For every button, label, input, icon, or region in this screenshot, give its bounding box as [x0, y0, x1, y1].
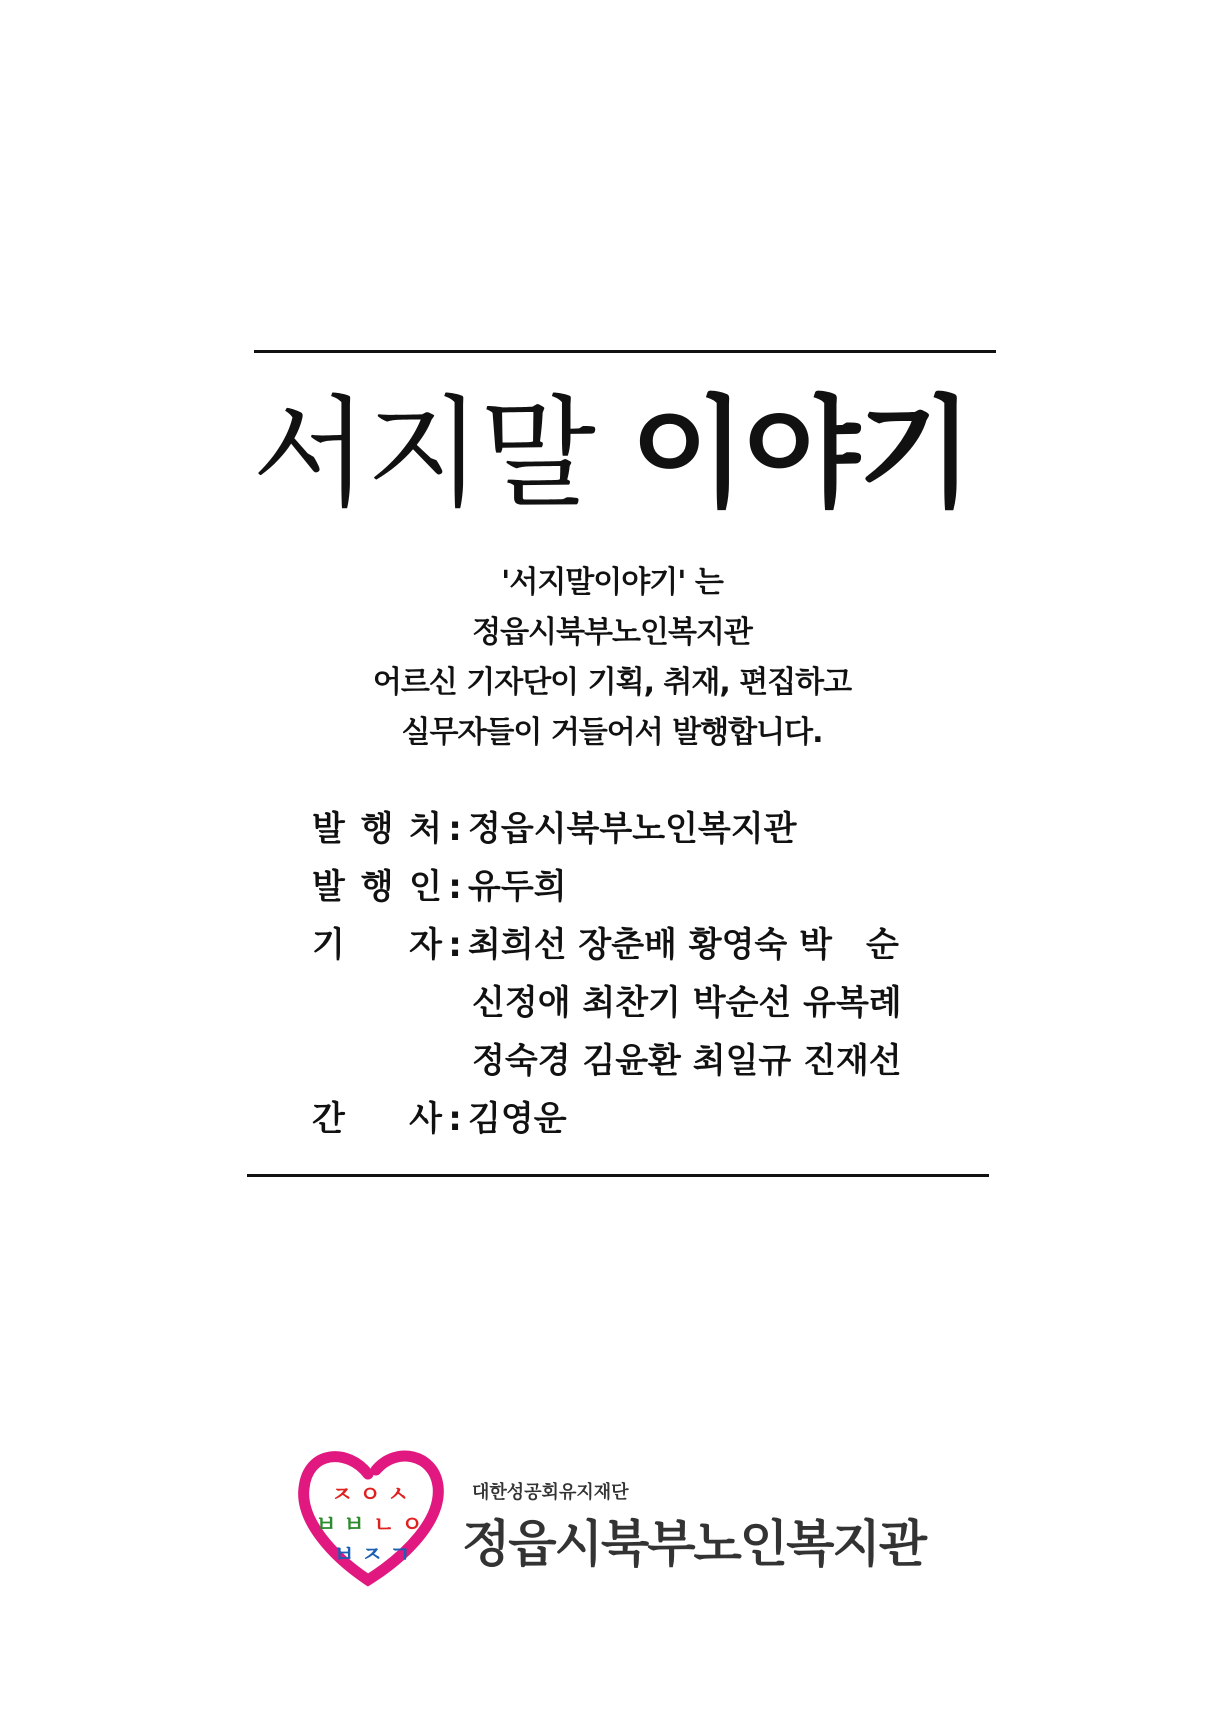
mark-letter: ㅈ	[331, 1483, 353, 1508]
credit-colon: :	[448, 867, 462, 907]
credit-colon: :	[448, 1099, 462, 1139]
foundation-name: 대한성공회유지재단	[472, 1482, 629, 1503]
credit-value: 정읍시북부노인복지관	[468, 809, 797, 849]
credit-value: 신정애 최찬기 박순선 유복례	[472, 983, 902, 1023]
org-name: 정읍시북부노인복지관	[462, 1515, 925, 1573]
title-light: 서지말	[252, 385, 594, 524]
intro-line: '서지말이야기' 는	[501, 565, 723, 600]
credit-label: 기 자	[312, 925, 442, 965]
credit-colon: :	[448, 809, 462, 849]
title-bold: 이야기	[630, 385, 972, 524]
credit-reporters-cont	[312, 974, 902, 1032]
mark-letter: ㅅ	[387, 1483, 409, 1508]
credit-secretary	[312, 1090, 902, 1148]
credit-value: 유두희	[468, 867, 567, 907]
credit-value: 정숙경 김윤환 최일규 진재선	[472, 1041, 902, 1081]
credit-publisher	[312, 800, 902, 858]
credit-reporters-cont	[312, 1032, 902, 1090]
credit-label: 발 행 처	[312, 809, 442, 849]
mark-letter: ㅂ	[333, 1543, 355, 1568]
credit-issuer	[312, 858, 902, 916]
bottom-divider	[247, 1174, 989, 1177]
top-divider	[254, 350, 996, 353]
mark-letter: ㅂ	[315, 1513, 337, 1538]
intro-text	[0, 558, 1224, 758]
credit-value: 최희선 장춘배 황영숙 박 순	[468, 925, 899, 965]
mark-letter: ㅈ	[361, 1543, 383, 1568]
intro-line: 실무자들이 거들어서 발행합니다.	[401, 715, 823, 750]
mark-letter: ㄴ	[373, 1513, 395, 1538]
credit-reporters	[312, 916, 902, 974]
intro-line: 정읍시북부노인복지관	[472, 615, 752, 650]
credit-value: 김영운	[468, 1099, 567, 1139]
heart-logo-icon	[296, 1440, 446, 1590]
page-title	[0, 385, 1224, 525]
mark-letter: ㅇ	[359, 1483, 381, 1508]
credit-colon: :	[448, 925, 462, 965]
mark-letter: ㄱ	[389, 1543, 411, 1568]
org-logo	[296, 1440, 946, 1600]
credit-label: 간 사	[312, 1099, 442, 1139]
mark-letter: ㅂ	[343, 1513, 365, 1538]
credits	[312, 800, 902, 1148]
mark-letter: ㅇ	[401, 1513, 423, 1538]
intro-line: 어르신 기자단이 기획, 취재, 편집하고	[372, 665, 852, 700]
credit-label: 발 행 인	[312, 867, 442, 907]
